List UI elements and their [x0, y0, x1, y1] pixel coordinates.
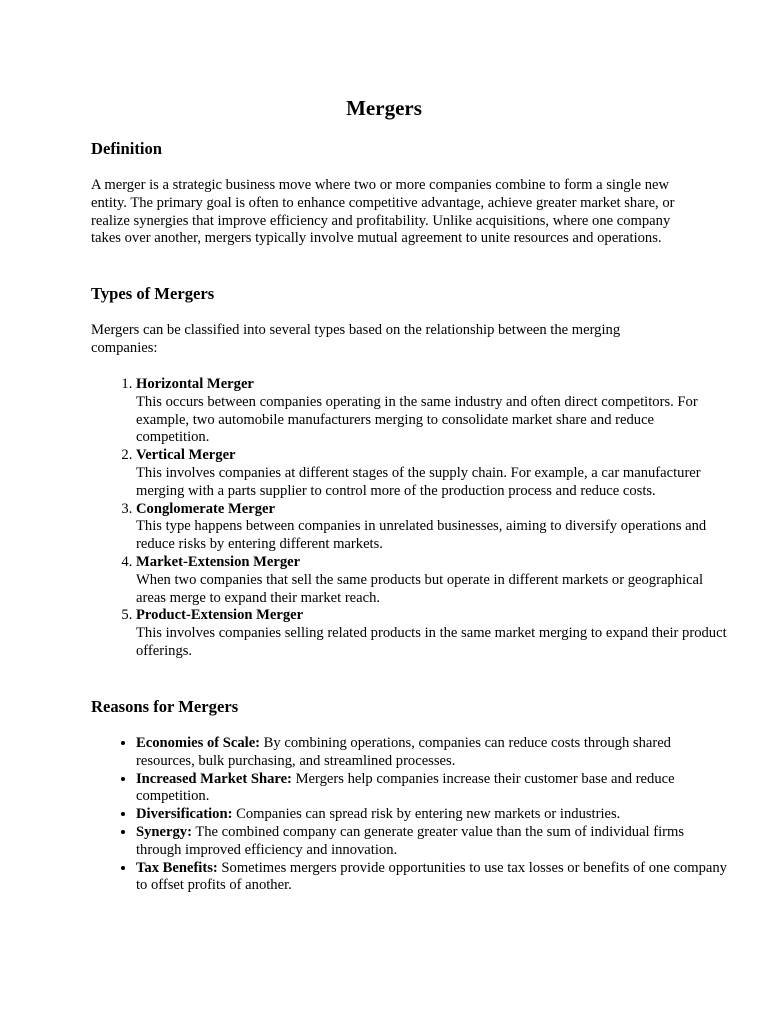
- reason-term: Economies of Scale:: [136, 735, 261, 751]
- merger-type-description: This involves companies at different stages of the supply chain. For example, a car manufacturer merging with a parts supplier to control more of the production process and reduce costs.: [136, 464, 701, 499]
- list-item: [136, 771, 731, 807]
- list-item: [136, 554, 731, 607]
- reason-text: The combined company can generate greater value than the sum of individual firms through improved efficiency and innovation.: [136, 823, 685, 858]
- merger-type-title: 5. Product-Extension Merger: [136, 607, 304, 624]
- list-item: [136, 860, 731, 896]
- reason-term: Tax Benefits:: [136, 859, 218, 876]
- types-intro-paragraph: Mergers can be classified into several types based on the relationship between the merging companies:: [91, 322, 621, 356]
- merger-type-title: 2. Vertical Merger: [136, 447, 236, 464]
- page-title: Mergers: [346, 96, 422, 120]
- merger-type-title: 1. Horizontal Merger: [136, 376, 254, 392]
- list-item: [136, 501, 731, 554]
- reason-term: Diversification:: [136, 806, 233, 823]
- reason-term: Increased Market Share:: [136, 770, 292, 787]
- merger-type-description: When two companies that sell the same products but operate in different markets or geographical areas merge to expand their market reach.: [136, 571, 704, 606]
- list-item: [136, 447, 731, 500]
- reasons-heading: Reasons for Mergers: [91, 697, 239, 716]
- reason-text: By combining operations, companies can reduce costs through shared resources, bulk purchasing, and streamlined processes.: [136, 735, 671, 769]
- reason-text: Sometimes mergers provide opportunities to use tax losses or benefits of one company to offset profits of another.: [136, 859, 727, 894]
- merger-type-title: 4. Market-Extension Merger: [136, 553, 301, 570]
- merger-type-description: This involves companies selling related products in the same market merging to expand their product offerings.: [136, 625, 727, 659]
- merger-type-description: This type happens between companies in unrelated businesses, aiming to diversify operations and reduce risks by entering different markets.: [136, 518, 707, 553]
- definition-heading: Definition: [91, 139, 162, 158]
- types-heading: Types of Mergers: [91, 284, 215, 303]
- reason-text: Companies can spread risk by entering new markets or industries.: [232, 806, 621, 823]
- list-item: [136, 607, 731, 660]
- merger-types-list: [91, 376, 731, 661]
- list-item: [136, 824, 731, 860]
- definition-paragraph: A merger is a strategic business move where two or more companies combine to form a single new entity. The primary goal is often to enhance competitive advantage, achieve greater market share, or realize synergies that improve efficiency and profitability. Unlike acquisitions, where one company takes over another, mergers typically involve mutual agreement to unite resources and operations.: [91, 177, 675, 247]
- reason-text: Mergers help companies increase their customer base and reduce competition.: [136, 770, 675, 805]
- list-item: [136, 735, 731, 771]
- list-item: [136, 806, 731, 824]
- reason-term: Synergy:: [136, 823, 192, 840]
- list-item: [136, 376, 731, 447]
- merger-type-description: This occurs between companies operating in the same industry and often direct competitors. For example, two automobile manufacturers merging to consolidate market share and reduce competition.: [136, 393, 698, 446]
- merger-reasons-list: [91, 735, 731, 895]
- merger-type-title: 3. Conglomerate Merger: [136, 500, 275, 517]
